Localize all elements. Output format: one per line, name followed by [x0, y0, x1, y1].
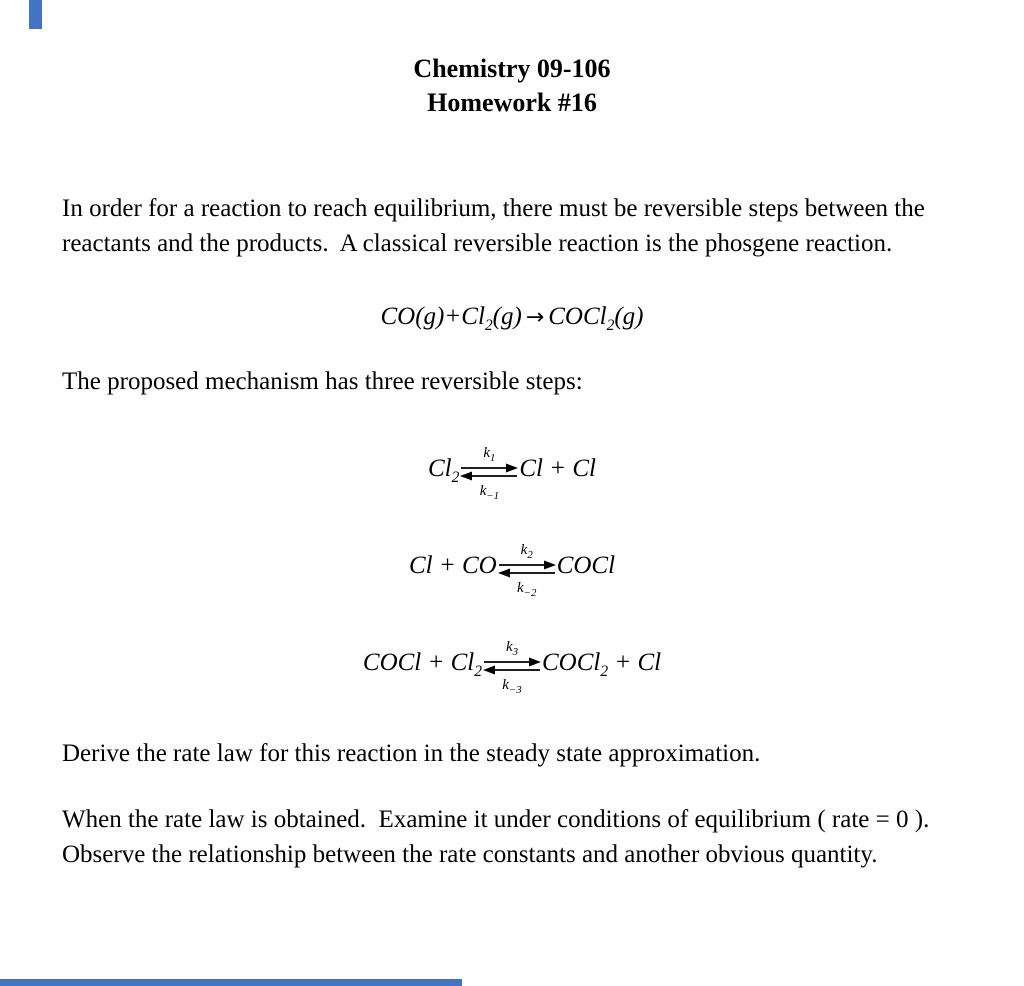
mechanism-step-3: [62, 638, 962, 696]
step2-left-formula: Cl + CO: [408, 551, 497, 579]
overall-reaction-equation: [62, 303, 962, 334]
intro-paragraph: In order for a reaction to reach equilibrium, there must be reversible steps between the reactants and the products. A classical reversible reaction is the phosgene reaction.: [62, 195, 932, 257]
equilibrium-arrows: [483, 638, 541, 696]
step1-left-formula: $Cl_2$: [428, 454, 460, 486]
blue-selection-artifact-bottom: [0, 979, 462, 986]
mechanism-step-1: [62, 444, 962, 502]
reverse-rate-constant-3: $k_{-3}$: [502, 676, 522, 696]
mechanism-step-2: [62, 541, 962, 599]
step1-right-formula: Cl + Cl: [519, 454, 596, 482]
equilibrium-arrows: [498, 541, 556, 599]
step2-right-formula: COCl: [556, 551, 616, 579]
equilibrium-arrows: [460, 444, 518, 502]
blue-selection-artifact-top: [29, 0, 42, 29]
derive-paragraph: Derive the rate law for this reaction in the steady state approximation.: [62, 739, 761, 767]
reverse-rate-constant-1: $k_{-1}$: [479, 482, 500, 502]
forward-rate-constant-1: $k_1$: [483, 444, 496, 464]
reverse-rate-constant-2: $k_{-2}$: [517, 579, 537, 599]
reversible-arrows-icon: [460, 463, 518, 481]
step3-left-formula: COCl + $Cl_2$: [362, 648, 482, 680]
course-title: Chemistry 09-106: [413, 54, 611, 83]
homework-number: Homework #16: [427, 88, 597, 117]
forward-rate-constant-2: $k_2$: [520, 541, 533, 561]
mechanism-intro-paragraph: The proposed mechanism has three reversible steps:: [62, 368, 583, 395]
closing-paragraph: When the rate law is obtained. Examine it under conditions of equilibrium ( rate = 0 ). Observe the relationship between the rate constants and another obvious quantity.: [62, 806, 942, 868]
step3-right-formula: COCl$_2$ + Cl: [541, 648, 662, 680]
reversible-arrows-icon: [483, 657, 541, 675]
forward-rate-constant-3: $k_3$: [505, 638, 519, 658]
overall-reaction-formula: $CO(g)+Cl_2(g)$ → COCl$_2$(g): [380, 303, 644, 334]
right-arrow-icon: →: [525, 305, 545, 330]
reversible-arrows-icon: [498, 560, 556, 578]
document-title-block: [62, 0, 962, 120]
